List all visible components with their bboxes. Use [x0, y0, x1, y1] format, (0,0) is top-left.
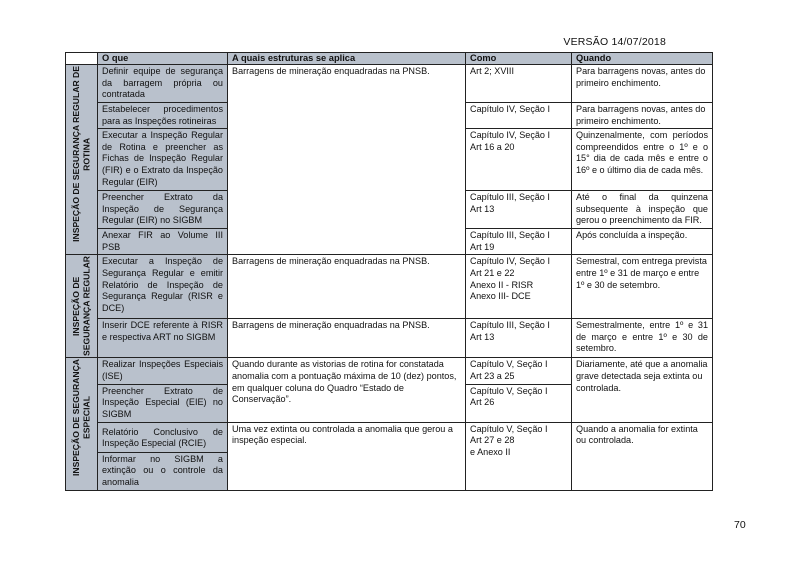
como-cell: Capítulo IV, Seção I Art 21 e 22 Anexo II - RISR Anexo III- DCE	[466, 255, 572, 319]
o-que-cell: Definir equipe de segurança da barragem própria ou contratada	[98, 65, 228, 103]
group-label-especial: INSPEÇÃO DE SEGURANÇA ESPECIAL	[71, 359, 92, 477]
table-row	[66, 65, 713, 103]
o-que-cell: Preencher Extrato de Inspeção Especial (EIE) no SIGBM	[98, 384, 228, 422]
estruturas-cell: Barragens de mineração enquadradas na PNSB.	[228, 319, 466, 358]
group-label-cell	[66, 358, 98, 490]
como-cell: Capítulo V, Seção I Art 27 e 28 e Anexo II	[466, 422, 572, 490]
como-cell: Capítulo IV, Seção I	[466, 103, 572, 129]
header-blank	[66, 53, 98, 65]
estruturas-cell: Barragens de mineração enquadradas na PNSB.	[228, 65, 466, 255]
quando-cell: Quando a anomalia for extinta ou controlada.	[572, 422, 713, 490]
quando-cell: Diariamente, até que a anomalia grave detectada seja extinta ou controlada.	[572, 358, 713, 422]
table-row	[66, 255, 713, 319]
o-que-cell: Realizar Inspeções Especiais (ISE)	[98, 358, 228, 384]
page-number: 70	[734, 519, 746, 531]
header-estruturas: A quais estruturas se aplica	[228, 53, 466, 65]
group-label-regular: INSPEÇÃO DE SEGURANÇA REGULAR	[71, 256, 92, 357]
quando-cell: Para barragens novas, antes do primeiro enchimento.	[572, 65, 713, 103]
quando-cell: Semestralmente, entre 1º e 31 de março e entre 1º e 30 de setembro.	[572, 319, 713, 358]
group-label-cell	[66, 255, 98, 358]
header-quando: Quando	[572, 53, 713, 65]
quando-cell: Semestral, com entrega prevista entre 1º e 31 de março e entre 1º e 30 de setembro.	[572, 255, 713, 319]
como-cell: Capítulo V, Seção I Art 26	[466, 384, 572, 422]
como-cell: Capítulo IV, Seção I Art 16 a 20	[466, 129, 572, 191]
quando-cell: Após concluída a inspeção.	[572, 229, 713, 255]
o-que-cell: Estabelecer procedimentos para as Inspeções rotineiras	[98, 103, 228, 129]
header-o-que: O que	[98, 53, 228, 65]
como-cell: Art 2; XVIII	[466, 65, 572, 103]
o-que-cell: Inserir DCE referente à RISR e respectiva ART no SIGBM	[98, 319, 228, 358]
como-cell: Capítulo III, Seção I Art 13	[466, 191, 572, 229]
como-cell: Capítulo V, Seção I Art 23 a 25	[466, 358, 572, 384]
document-version: VERSÃO 14/07/2018	[563, 36, 666, 48]
header-como: Como	[466, 53, 572, 65]
o-que-cell: Preencher Extrato da Inspeção de Segurança Regular (EIR) no SIGBM	[98, 191, 228, 229]
quando-cell: Quinzenalmente, com períodos compreendidos entre o 1º e o 15° dia de cada mês e entre o 16º e o último dia de cada mês.	[572, 129, 713, 191]
inspection-table	[65, 52, 713, 491]
o-que-cell: Executar a Inspeção Regular de Rotina e preencher as Fichas de Inspeção Regular (FIR) e o Extrato da Inspeção Regular (EIR)	[98, 129, 228, 191]
table-row	[66, 422, 713, 452]
quando-cell: Para barragens novas, antes do primeiro enchimento.	[572, 103, 713, 129]
group-label-cell	[66, 65, 98, 255]
estruturas-cell: Barragens de mineração enquadradas na PNSB.	[228, 255, 466, 319]
table-row	[66, 319, 713, 358]
o-que-cell: Informar no SIGBM a extinção ou o controle da anomalia	[98, 452, 228, 490]
group-label-rotina: INSPEÇÃO DE SEGURANÇA REGULAR DE ROTINA	[71, 66, 92, 242]
quando-cell: Até o final da quinzena subsequente à inspeção que gerou o preenchimento da FIR.	[572, 191, 713, 229]
estruturas-cell: Uma vez extinta ou controlada a anomalia que gerou a inspeção especial.	[228, 422, 466, 490]
o-que-cell: Relatório Conclusivo de Inspeção Especial (RCIE)	[98, 422, 228, 452]
o-que-cell: Anexar FIR ao Volume III PSB	[98, 229, 228, 255]
como-cell: Capítulo III, Seção I Art 19	[466, 229, 572, 255]
estruturas-cell: Quando durante as vistorias de rotina for constatada anomalia com a pontuação máxima de 10 (dez) pontos, em qualquer coluna do Quadro “Estado de Conservação”.	[228, 358, 466, 422]
table-header-row	[66, 53, 713, 65]
table-row	[66, 358, 713, 384]
como-cell: Capítulo III, Seção I Art 13	[466, 319, 572, 358]
o-que-cell: Executar a Inspeção de Segurança Regular e emitir Relatório de Inspeção de Segurança Regular (RISR e DCE)	[98, 255, 228, 319]
